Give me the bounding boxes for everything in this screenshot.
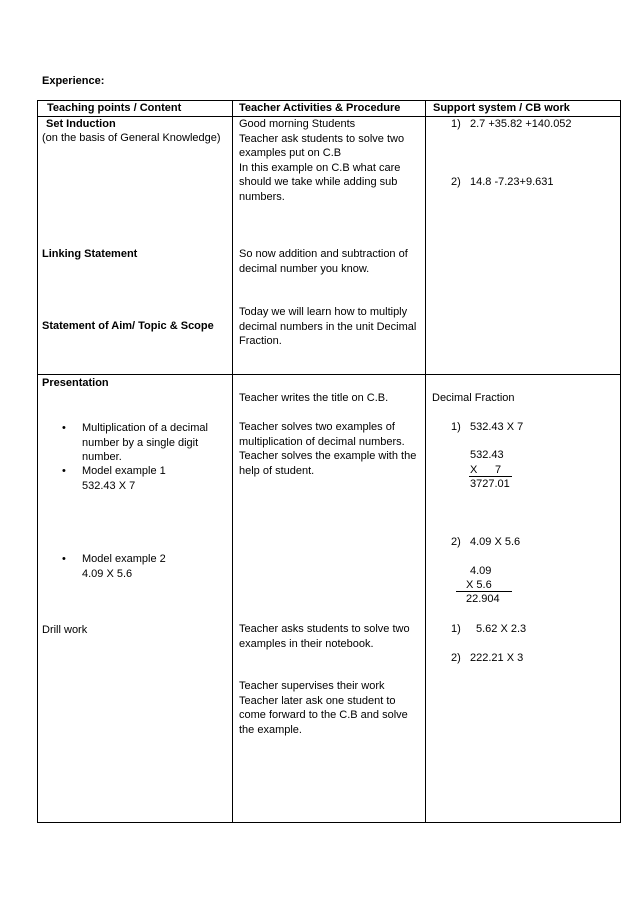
presentation-activity bbox=[239, 420, 416, 478]
activity-line: examples put on C.B bbox=[239, 147, 342, 159]
presentation-activity-title: Teacher writes the title on C.B. bbox=[239, 392, 389, 404]
working-multiplicand: 4.09 bbox=[470, 565, 492, 577]
activity-line: In this example on C.B what care bbox=[239, 161, 401, 174]
activity-line: help of student. bbox=[239, 464, 315, 477]
bullet-line: Model example 2 bbox=[82, 553, 166, 565]
working-multiplier-row bbox=[469, 463, 512, 477]
bullet-icon: • bbox=[62, 422, 66, 434]
activity-line: Today we will learn how to multiply bbox=[239, 306, 408, 318]
table-right-border bbox=[620, 100, 621, 823]
page-heading: Experience: bbox=[42, 75, 105, 87]
bullet-icon: • bbox=[62, 465, 66, 477]
working-multiplier-row bbox=[456, 578, 512, 592]
bullet-icon: • bbox=[62, 553, 66, 565]
activity-line: come forward to the C.B and solve bbox=[239, 709, 408, 721]
bullet-line: number. bbox=[82, 451, 122, 463]
activity-line: the example. bbox=[239, 723, 302, 736]
activity-line: decimal numbers in the unit Decimal bbox=[239, 320, 417, 333]
activity-line: Teacher asks students to solve two bbox=[239, 623, 410, 635]
cb-item-text: 4.09 X 5.6 bbox=[470, 536, 521, 548]
activity-line: So now addition and subtraction of bbox=[239, 248, 408, 260]
bullet-text bbox=[82, 552, 166, 581]
cb-item-text: 2.7 +35.82 +140.052 bbox=[470, 118, 572, 130]
table-left-border bbox=[37, 100, 38, 823]
cb-item-number: 2) bbox=[451, 536, 461, 548]
bullet-line: Model example 1 bbox=[82, 465, 166, 477]
section-divider bbox=[37, 374, 621, 375]
bullet-text bbox=[82, 464, 166, 493]
cb-item-text: 5.62 X 2.3 bbox=[476, 623, 527, 635]
working-result: 22.904 bbox=[466, 593, 500, 605]
cb-item-number: 1) bbox=[451, 421, 461, 433]
cb-item-number: 2) bbox=[451, 176, 461, 188]
bullet-line: 532.43 X 7 bbox=[82, 479, 136, 492]
activity-line: should we take while adding sub bbox=[239, 176, 398, 188]
multiplier: X 5.6 bbox=[466, 579, 492, 591]
table-bottom-border bbox=[37, 822, 621, 823]
multiplier: 7 bbox=[495, 464, 502, 476]
cb-item-text: 532.43 X 7 bbox=[470, 421, 524, 433]
activity-line: Teacher solves two examples of bbox=[239, 421, 395, 433]
drill-activity-2 bbox=[239, 679, 408, 737]
set-induction-title: Set Induction bbox=[46, 118, 116, 130]
cb-item-text: 14.8 -7.23+9.631 bbox=[470, 176, 554, 188]
activity-line: decimal number you know. bbox=[239, 262, 370, 275]
col-divider-2 bbox=[425, 100, 426, 823]
linking-statement-title: Linking Statement bbox=[42, 248, 138, 260]
activity-line: Teacher later ask one student to bbox=[239, 694, 396, 707]
activity-line: Teacher supervises their work bbox=[239, 680, 385, 692]
header-teaching-points: Teaching points / Content bbox=[47, 102, 182, 114]
cb-item-text: 222.21 X 3 bbox=[470, 652, 524, 664]
header-teacher-activities: Teacher Activities & Procedure bbox=[239, 102, 401, 114]
activity-line: Teacher ask students to solve two bbox=[239, 132, 405, 145]
cb-title: Decimal Fraction bbox=[432, 392, 515, 404]
working-result: 3727.01 bbox=[470, 478, 510, 490]
activity-line: Fraction. bbox=[239, 335, 282, 347]
cb-item-number: 1) bbox=[451, 118, 461, 130]
set-induction-subtitle: (on the basis of General Knowledge) bbox=[42, 132, 221, 144]
bullet-line: number by a single digit bbox=[82, 436, 199, 449]
working-multiplicand: 532.43 bbox=[470, 449, 504, 461]
cb-item-number: 1) bbox=[451, 623, 461, 635]
bullet-line: Multiplication of a decimal bbox=[82, 422, 208, 434]
presentation-title: Presentation bbox=[42, 377, 109, 389]
aim-activity bbox=[239, 305, 416, 349]
col-divider-1 bbox=[232, 100, 233, 823]
activity-line: Teacher solves the example with the bbox=[239, 450, 417, 462]
header-support-system: Support system / CB work bbox=[433, 102, 570, 114]
bullet-line: 4.09 X 5.6 bbox=[82, 567, 133, 580]
activity-line: multiplication of decimal numbers. bbox=[239, 435, 405, 448]
drill-activity-1 bbox=[239, 622, 410, 651]
set-induction-activity bbox=[239, 117, 404, 204]
linking-statement-activity bbox=[239, 247, 408, 276]
cb-item-number: 2) bbox=[451, 652, 461, 664]
activity-line: Good morning Students bbox=[239, 118, 356, 130]
times-sign: X bbox=[470, 464, 478, 476]
activity-line: numbers. bbox=[239, 190, 285, 203]
bullet-text bbox=[82, 421, 208, 465]
aim-title: Statement of Aim/ Topic & Scope bbox=[42, 320, 214, 332]
activity-line: examples in their notebook. bbox=[239, 637, 374, 650]
drill-work-title: Drill work bbox=[42, 624, 88, 636]
